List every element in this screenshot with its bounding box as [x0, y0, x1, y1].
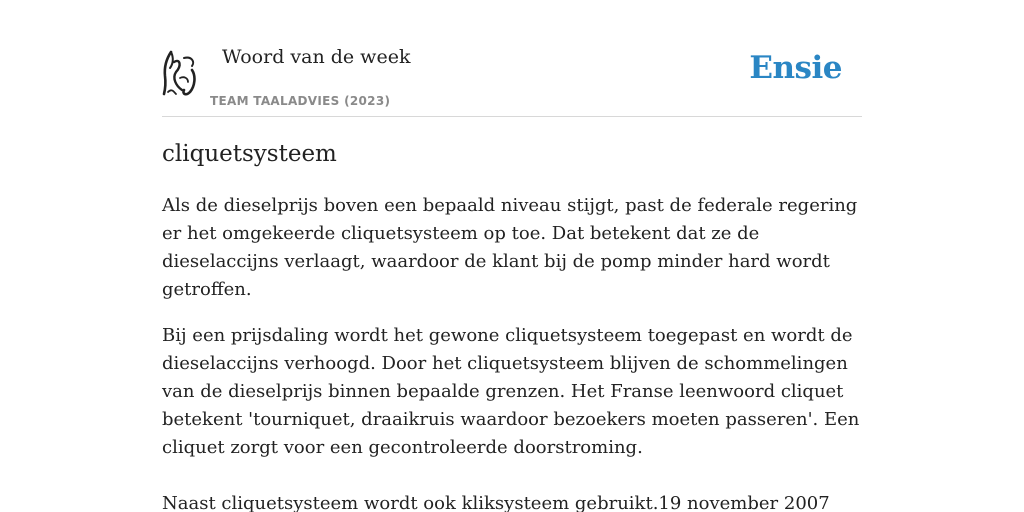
ensie-brand-link[interactable]: Ensie [749, 50, 842, 86]
series-title: Woord van de week [222, 46, 411, 68]
headword-title: cliquetsysteem [162, 141, 337, 167]
closing-text: Naast cliquetsysteem wordt ook kliksysteem gebruikt. [162, 493, 659, 512]
flemish-lion-logo-icon [162, 48, 198, 96]
article-body [162, 138, 862, 512]
article-header [162, 0, 862, 117]
paragraph-2: Bij een prijsdaling wordt het gewone cliquetsysteem toegepast en wordt de dieselaccijns verhoogd. Door het cliquetsysteem blijven de schommelingen van de dieselprijs binnen bepaalde grenzen. Het Franse leenwoord cliquet betekent 'tourniquet, draaikruis waardoor bezoekers moeten passeren'. Een cliquet zorgt voor een gecontroleerde doorstroming. [162, 325, 860, 458]
closing-paragraph [162, 490, 862, 512]
publication-date: 19 november 2007 [658, 493, 830, 512]
author-credit: TEAM TAALADVIES (2023) [210, 94, 391, 108]
paragraph-1: Als de dieselprijs boven een bepaald niveau stijgt, past de federale regering er het omgekeerde cliquetsysteem op toe. Dat betekent dat ze de dieselaccijns verlaagt, waardoor de klant bij de pomp minder hard wordt getroffen. [162, 195, 858, 300]
